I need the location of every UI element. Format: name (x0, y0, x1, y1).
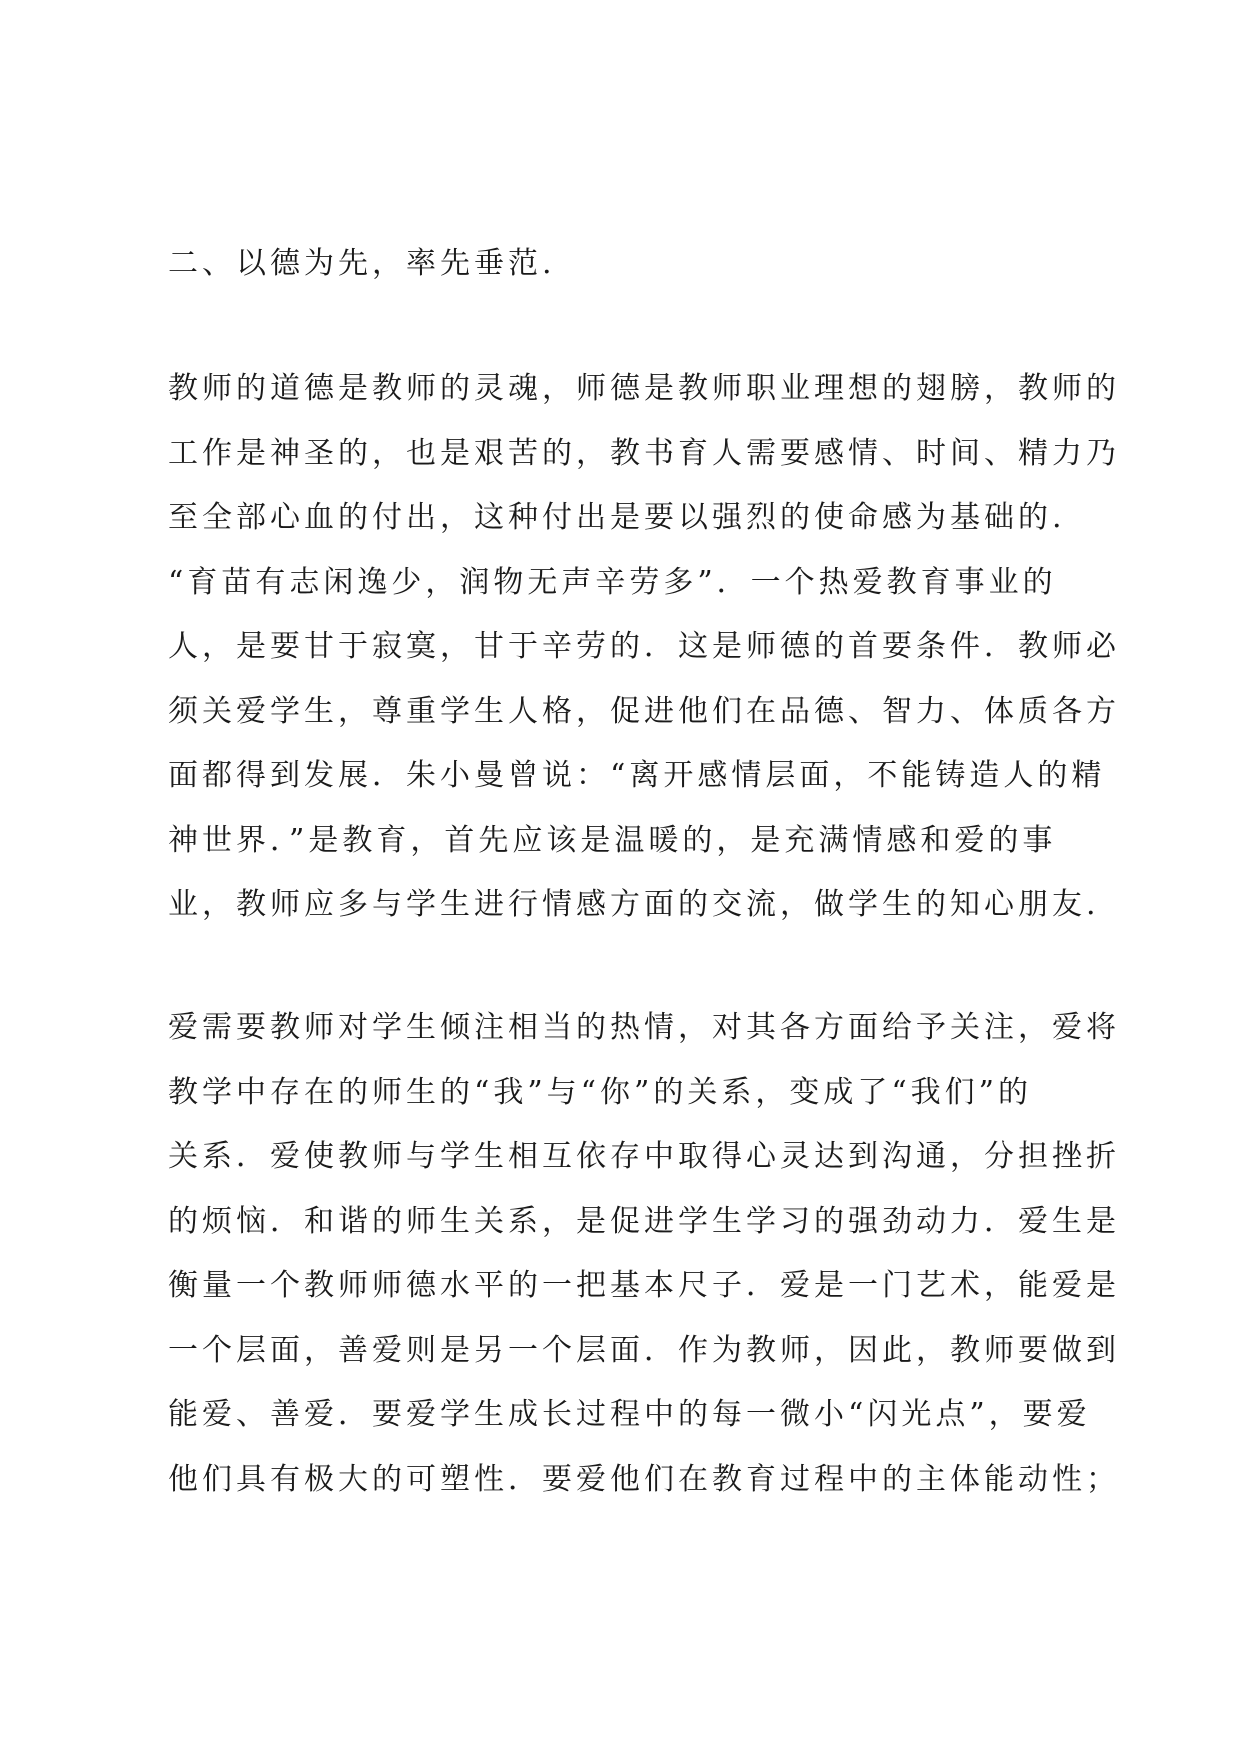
paragraph-line: 工作是神圣的，也是艰苦的，教书育人需要感情、时间、精力乃 (168, 435, 1120, 471)
section-heading: 二、以德为先，率先垂范. (168, 246, 556, 281)
paragraph-line: 至全部心血的付出，这种付出是要以强烈的使命感为基础的. (168, 500, 1066, 535)
paragraph-line: 衡量一个教师师德水平的一把基本尺子．爱是一门艺术，能爱是 (168, 1268, 1120, 1303)
paragraph-line: 业，教师应多与学生进行情感方面的交流，做学生的知心朋友. (168, 887, 1100, 922)
paragraph-line: 须关爱学生，尊重学生人格，促进他们在品德、智力、体质各方 (168, 693, 1120, 729)
paragraph-love-students (168, 996, 1120, 1512)
paragraph-line: 人，是要甘于寂寞，甘于辛劳的．这是师德的首要条件．教师必 (168, 629, 1120, 664)
paragraph-line: 一个层面，善爱则是另一个层面．作为教师，因此，教师要做到 (168, 1332, 1120, 1368)
paragraph-line: 能爱、善爱．要爱学生成长过程中的每一微小“闪光点”，要爱 (168, 1397, 1091, 1432)
paragraph-line: 关系．爱使教师与学生相互依存中取得心灵达到沟通，分担挫折 (168, 1139, 1120, 1174)
paragraph-line: 教学中存在的师生的“我”与“你”的关系，变成了“我们”的 (168, 1074, 1033, 1110)
paragraph-line: 爱需要教师对学生倾注相当的热情，对其各方面给予关注，爱将 (168, 1010, 1120, 1045)
paragraph-teacher-ethics (168, 357, 1120, 938)
paragraph-line: 神世界．”是教育，首先应该是温暖的，是充满情感和爱的事 (168, 822, 1057, 858)
paragraph-line: 面都得到发展．朱小曼曾说：“离开感情层面，不能铸造人的精 (168, 758, 1106, 793)
paragraph-line: 教师的道德是教师的灵魂，师德是教师职业理想的翅膀，教师的 (168, 371, 1120, 406)
paragraph-line: “育苗有志闲逸少，润物无声辛劳多”．一个热爱教育事业的 (168, 564, 1057, 600)
paragraph-line: 他们具有极大的可塑性．要爱他们在教育过程中的主体能动性； (168, 1461, 1120, 1497)
paragraph-line: 的烦恼．和谐的师生关系，是促进学生学习的强劲动力．爱生是 (168, 1203, 1120, 1239)
